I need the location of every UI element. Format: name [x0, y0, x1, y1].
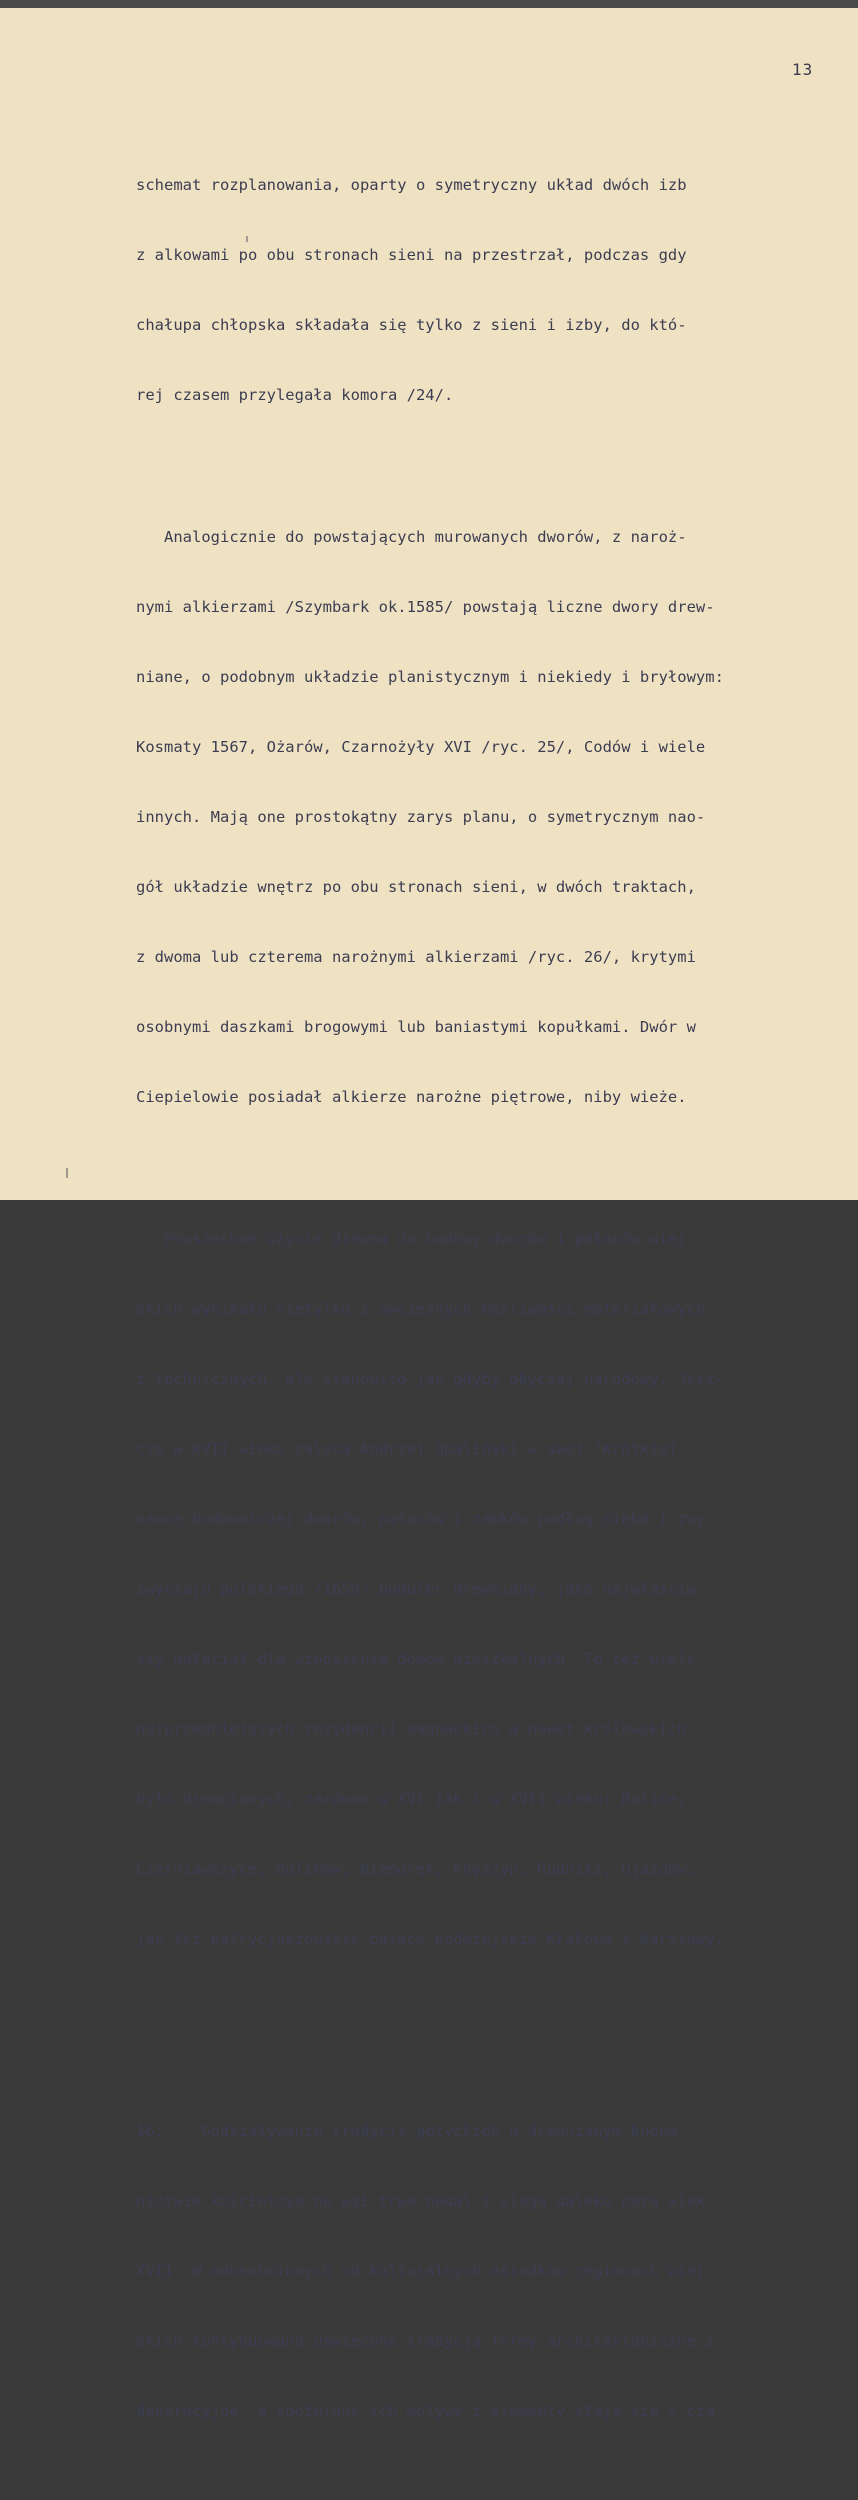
text-line: schemat rozplanowania, oparty o symetryczny układ dwóch izb — [136, 176, 687, 194]
text-line: innych. Mają one prostokątny zarys planu, o symetrycznym nao- — [136, 808, 706, 826]
text-line: cze w XVII wieku zaleca Andrzej Opaliński w swej "Krótkiej — [136, 1440, 678, 1458]
text-line: z alkowami po obu stronach sieni na przestrzał, podczas gdy — [136, 246, 687, 264]
text-line: Powszechne użycie drewna do budowy dworów i pałaców wiej- — [136, 1230, 696, 1248]
paper-speck — [66, 1168, 68, 1178]
text-line: gół układzie wnętrz po obu stronach sieni, w dwóch traktach, — [136, 878, 696, 896]
text-line: Ciepielowie posiadał alkierze narożne piętrowe, niby wieże. — [136, 1088, 687, 1106]
text-line: osobnymi daszkami brogowymi lub baniastymi kopułkami. Dwór w — [136, 1018, 696, 1036]
section-gap — [136, 2028, 836, 2042]
text-line: chałupa chłopska składała się tylko z sieni i izby, do któ- — [136, 316, 687, 334]
text-line: dekoracyjne, a spóźnione ich motywy i elementy stają się z cza- — [136, 2402, 724, 2420]
text-line: skich kontynuowano uświęcone tradycją formy architektoniczne i — [136, 2332, 715, 2350]
body-text — [136, 96, 836, 2500]
text-line: i technicznych, ale stanowiło jak gdyby obyczaj narodowy. Jesz- — [136, 1370, 724, 1388]
text-line: było drewnianych, zarówno w XVI jak i w XVII wieku: Balice, — [136, 1790, 687, 1808]
text-line: szy materiał dla wznoszenia domów mieszkalnych. To też wiele — [136, 1650, 696, 1668]
paragraph-1 — [136, 132, 836, 448]
text-line: nymi alkierzami /Szymbark ok.1585/ powstają liczne dwory drew- — [136, 598, 715, 616]
text-line: rej czasem przylegała komora /24/. — [136, 386, 454, 404]
text-line: zwyczaju polskiego /1659/ budulec drewniany, jako najwłaściw- — [136, 1580, 706, 1598]
paragraph-3 — [136, 1186, 836, 1992]
text-line: XVII. W odosobnionych od kulturalnych ośrodków regionach wiej- — [136, 2262, 715, 2280]
text-line: Czerniawczyce, Bolimów, Nieporęt, Knyszyn, Rudniki, Ujazdów, — [136, 1860, 696, 1878]
paragraph-4 — [136, 2078, 836, 2464]
text-line: nauce budowniczej dworów, pałaców i zamków podług nieba i zwy- — [136, 1510, 715, 1528]
text-line: 16. Oddziaływanie tradycji gotyckich w drewnianym budow- — [136, 2122, 687, 2140]
paragraph-2 — [136, 484, 836, 1150]
text-line: skich wynikało nietylko z ówczesnych możliwości materiałowych — [136, 1300, 706, 1318]
page-number: 13 — [792, 60, 814, 79]
text-line: nictwie kościelnym na wsi trwa nadal i sięga daleko poza wiek — [136, 2192, 706, 2210]
text-line: jak też patrycjuszowskie pałace podmiejskie Krakowa i Warszawy. — [136, 1930, 724, 1948]
text-line: z dwoma lub czterema narożnymi alkierzami /ryc. 26/, krytymi — [136, 948, 696, 966]
text-line: Kosmaty 1567, Ożarów, Czarnożyły XVI /ryc. 25/, Codów i wiele — [136, 738, 706, 756]
text-line: Analogicznie do powstających murowanych dworów, z naroż- — [136, 528, 687, 546]
text-line: niane, o podobnym układzie planistycznym i niekiedy i bryłowym: — [136, 668, 724, 686]
paper-speck — [246, 236, 248, 242]
text-line: najprzedniejszych rezydencji magnackich a nawet królewskich — [136, 1720, 687, 1738]
